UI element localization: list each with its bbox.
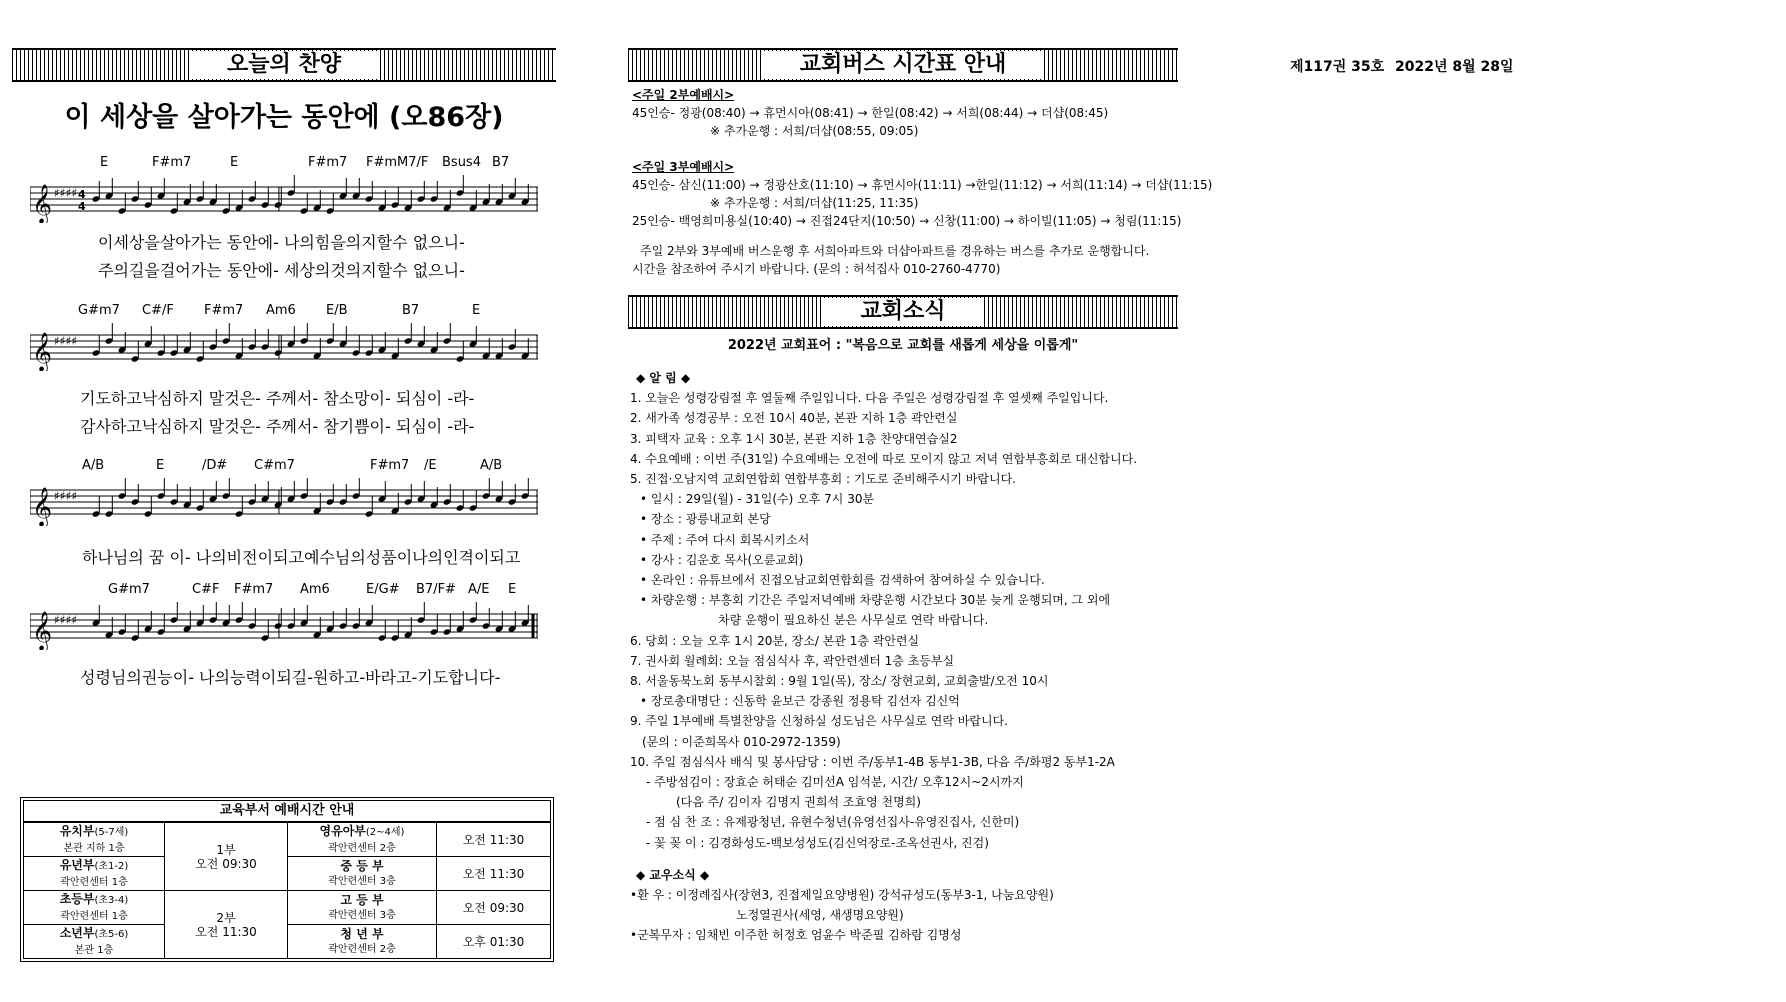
- edu-dept: 청 년 부 곽안련센터 2층: [288, 925, 437, 959]
- bus-s2-route: 45인승- 정광(08:40) → 휴먼시아(08:41) → 한일(08:42) → 서희(08:44) → 더샵(08:45): [632, 106, 1109, 120]
- score-row-2: [30, 303, 538, 441]
- edu-title: 교육부서 예배시간 안내: [23, 800, 551, 822]
- score-row-4: [30, 582, 538, 692]
- bus-header: 교회버스 시간표 안내: [628, 48, 1178, 82]
- news-subitem: 차량 운행이 필요하신 분은 사무실로 연락 바랍니다.: [718, 613, 989, 628]
- chord: A/B: [480, 458, 503, 473]
- news-subitem: • 차량운행 : 부흥회 기간은 주일저녁예배 차량운행 시간보다 30분 늦게 운행되며, 그 외에: [640, 593, 1111, 608]
- svg-text:𝄞: 𝄞: [32, 184, 53, 223]
- lyric-line: 성령님의권능이- 나의능력이되길-원하고-바라고-기도합니다-: [80, 668, 501, 687]
- news-item: 10. 주일 점심식사 배식 및 봉사담당 : 이번 주/동부1-4B 동부1-3B, 다음 주/화평2 동부1-2A: [630, 754, 1115, 769]
- chord: E: [100, 155, 109, 170]
- edu-dept: 유년부(초1-2) 곽안련센터 1층: [24, 857, 165, 891]
- chord: C#F: [192, 582, 220, 597]
- svg-text:4: 4: [78, 188, 86, 201]
- chord: B7: [402, 303, 420, 318]
- chord: F#mM7/F: [366, 155, 429, 170]
- edu-dept: 중 등 부 곽안련센터 3층: [288, 857, 437, 891]
- chord: /D#: [202, 458, 228, 473]
- news-subitem: - 주방섬김이 : 장효순 허태순 김미선A 임석분, 시간/ 오후12시~2시까지: [646, 775, 1024, 790]
- issue-date: 2022년 8월 28일: [1395, 59, 1514, 75]
- chord: F#m7: [152, 155, 192, 170]
- edu-schedule-box: [20, 797, 554, 962]
- notice-title: ◆ 알 림 ◆: [636, 371, 691, 385]
- chord: G#m7: [108, 582, 150, 597]
- edu-dept: 유치부(5-7세) 본관 지하 1층: [24, 823, 165, 857]
- church-motto: 2022년 교회표어 : "복음으로 교회를 새롭게 세상을 이롭게": [727, 338, 1079, 353]
- music-staff: [30, 323, 538, 371]
- edu-time: 오전 11:30: [437, 857, 551, 891]
- chord: E: [508, 582, 517, 597]
- chord: Am6: [300, 582, 330, 597]
- news-subitem: (문의 : 이준희목사 010-2972-1359): [642, 734, 841, 749]
- chord: E/B: [326, 303, 348, 318]
- news-subitem: • 장소 : 광릉내교회 본당: [640, 512, 771, 527]
- news-item: 2. 새가족 성경공부 : 오전 10시 40분, 본관 지하 1층 곽안련실: [630, 411, 958, 426]
- news-item: 8. 서울동북노회 동부시찰회 : 9월 1일(목), 장소/ 장현교회, 교회출발/오전 10시: [630, 674, 1049, 689]
- edu-dept: 영유아부(2~4세) 곽안련센터 2층: [288, 823, 437, 857]
- edu-dept: 소년부(초5-6) 본관 1층: [24, 925, 165, 959]
- news-item: 1. 오늘은 성령강림절 후 열둘째 주일입니다. 다음 주일은 성령강림절 후 열셋째 주일입니다.: [630, 391, 1109, 406]
- svg-text:𝄞: 𝄞: [32, 487, 53, 526]
- news-subitem: • 장로총대명단 : 신동학 윤보근 강종원 정용탁 김선자 김신억: [640, 694, 960, 709]
- chord-line: [30, 582, 538, 602]
- edu-time: 1부 오전 09:30: [165, 823, 288, 891]
- chord: E: [472, 303, 481, 318]
- member-news-title: ◆ 교우소식 ◆: [636, 867, 710, 882]
- bus-s3-route2: 25인승- 백영희미용실(10:40) → 진접24단지(10:50) → 신창(11:00) → 하이빌(11:05) → 청림(11:15): [632, 214, 1182, 228]
- lyric-line: 하나님의 꿈 이- 나의비전이되고예수님의성품이나의인격이되고: [82, 548, 521, 567]
- bus-note: 주일 2부와 3부예배 버스운행 후 서희아파트와 더샵아파트를 경유하는 버스를 추가로 운행합니다.: [640, 244, 1150, 258]
- edu-time: 오후 01:30: [437, 925, 551, 959]
- chord: G#m7: [78, 303, 120, 318]
- music-staff: [30, 175, 538, 223]
- score-row-3: [30, 458, 538, 572]
- news-subitem: (다음 주/ 김이자 김명지 권희석 조효영 천명희): [676, 795, 921, 810]
- bus-s3-title: <주일 3부예배시>: [632, 160, 735, 174]
- edu-dept: 고 등 부 곽안련센터 3층: [288, 891, 437, 925]
- chord: B7: [492, 155, 510, 170]
- news-item: 9. 주일 1부예배 특별찬양을 신청하실 성도님은 사무실로 연락 바랍니다.: [630, 714, 1008, 729]
- chord: F#m7: [370, 458, 410, 473]
- news-subitem: • 일시 : 29일(월) - 31일(수) 오후 7시 30분: [640, 492, 875, 507]
- member-item: •군복무자 : 임채빈 이주한 허정호 엄윤수 박준필 김하람 김명성: [630, 928, 962, 943]
- chord: F#m7: [308, 155, 348, 170]
- lyric-line: 기도하고낙심하지 말것은- 주께서- 참소망이- 되심이 -라-: [80, 389, 475, 408]
- bus-s3-extra: ※ 추가운행 : 서희/더샵(11:25, 11:35): [710, 196, 919, 210]
- chord: A/E: [468, 582, 490, 597]
- news-header: 교회소식: [628, 295, 1178, 329]
- chord: C#/F: [142, 303, 174, 318]
- news-item: 5. 진접·오남지역 교회연합회 연합부흥회 : 기도로 준비해주시기 바랍니다.: [630, 472, 1016, 487]
- chord: Am6: [266, 303, 296, 318]
- svg-text:♯♯♯♯: ♯♯♯♯: [54, 613, 78, 627]
- chord: E/G#: [366, 582, 400, 597]
- edu-time: 2부 오전 11:30: [165, 891, 288, 959]
- news-list: [630, 368, 1137, 946]
- chord: Bsus4: [442, 155, 481, 170]
- news-subitem: - 꽃 꽂 이 : 김경화성도-백보성성도(김신억장로-조옥선권사, 진검): [646, 835, 989, 850]
- lyric-line: 이세상을살아가는 동안에- 나의힘을의지할수 없으니-: [98, 233, 465, 252]
- edu-time: 오전 11:30: [437, 823, 551, 857]
- chord: F#m7: [204, 303, 244, 318]
- chord: B7/F#: [416, 582, 456, 597]
- news-item: 4. 수요예배 : 이번 주(31일) 수요예배는 오전에 따로 모이지 않고 저녁 연합부흥회로 대신합니다.: [630, 451, 1138, 466]
- bus-note: 시간을 참조하여 주시기 바랍니다. (문의 : 허석집사 010-2760-4770): [632, 262, 1001, 276]
- news-item: 6. 당회 : 오늘 오후 1시 20분, 장소/ 본관 1층 곽안련실: [630, 633, 920, 648]
- bus-schedule: [632, 86, 1212, 278]
- news-subitem: • 주제 : 주여 다시 회복시키소서: [640, 532, 810, 547]
- chord: E: [156, 458, 165, 473]
- lyric-line: 감사하고낙심하지 말것은- 주께서- 참기쁨이- 되심이 -라-: [80, 417, 475, 436]
- music-staff: [30, 602, 538, 650]
- bus-s2-title: <주일 2부예배시>: [632, 88, 735, 102]
- news-subitem: • 강사 : 김운호 목사(오륜교회): [640, 552, 804, 567]
- chord: F#m7: [234, 582, 274, 597]
- chord: A/B: [82, 458, 105, 473]
- edu-table: [23, 822, 551, 959]
- member-item: 노정열권사(세영, 새생명요양원): [736, 908, 904, 923]
- chord-line: [30, 303, 538, 323]
- bus-s3-route: 45인승- 삼신(11:00) → 정광산호(11:10) → 휴먼시아(11:11) →한일(11:12) → 서희(11:14) → 더샵(11:15): [632, 178, 1213, 192]
- news-subitem: • 온라인 : 유튜브에서 진접오남교회연합회를 검색하여 참여하실 수 있습니다.: [640, 573, 1045, 588]
- bus-s2-extra: ※ 추가운행 : 서희/더샵(08:55, 09:05): [710, 124, 919, 138]
- chord-line: [30, 458, 538, 478]
- svg-text:𝄞: 𝄞: [32, 611, 53, 650]
- chord: /E: [424, 458, 437, 473]
- news-item: 7. 권사회 월례회: 오늘 점심식사 후, 곽안련센터 1층 초등부실: [630, 653, 955, 668]
- svg-text:♯♯♯♯: ♯♯♯♯: [54, 186, 78, 200]
- score-row-1: [30, 155, 538, 285]
- hymn-header: 오늘의 찬양: [12, 48, 556, 82]
- member-item: •환 우 : 이정례집사(장현3, 진접제일요양병원) 강석규성도(동부3-1, 나눔요양원): [630, 888, 1054, 903]
- chord: C#m7: [254, 458, 295, 473]
- chord-line: [30, 155, 538, 175]
- edu-dept: 초등부(초3-4) 곽안련센터 1층: [24, 891, 165, 925]
- news-item: 3. 피택자 교육 : 오후 1시 30분, 본관 지하 1층 찬양대연습실2: [630, 431, 958, 446]
- news-subitem: - 점 심 찬 조 : 유제광청년, 유현수청년(유영선집사-유영진집사, 신한미): [646, 815, 1020, 830]
- edu-time: 오전 09:30: [437, 891, 551, 925]
- svg-text:4: 4: [78, 200, 86, 213]
- svg-text:𝄞: 𝄞: [32, 332, 53, 371]
- issue-volume: 제117권 35호: [1290, 59, 1385, 75]
- svg-text:♯♯♯♯: ♯♯♯♯: [54, 334, 78, 348]
- svg-text:♯♯♯♯: ♯♯♯♯: [54, 489, 78, 503]
- lyric-line: 주의길을걸어가는 동안에- 세상의것의지할수 없으니-: [98, 261, 465, 280]
- hymn-title: 이 세상을 살아가는 동안에 (오86장): [64, 102, 504, 133]
- chord: E: [230, 155, 239, 170]
- music-staff: [30, 478, 538, 526]
